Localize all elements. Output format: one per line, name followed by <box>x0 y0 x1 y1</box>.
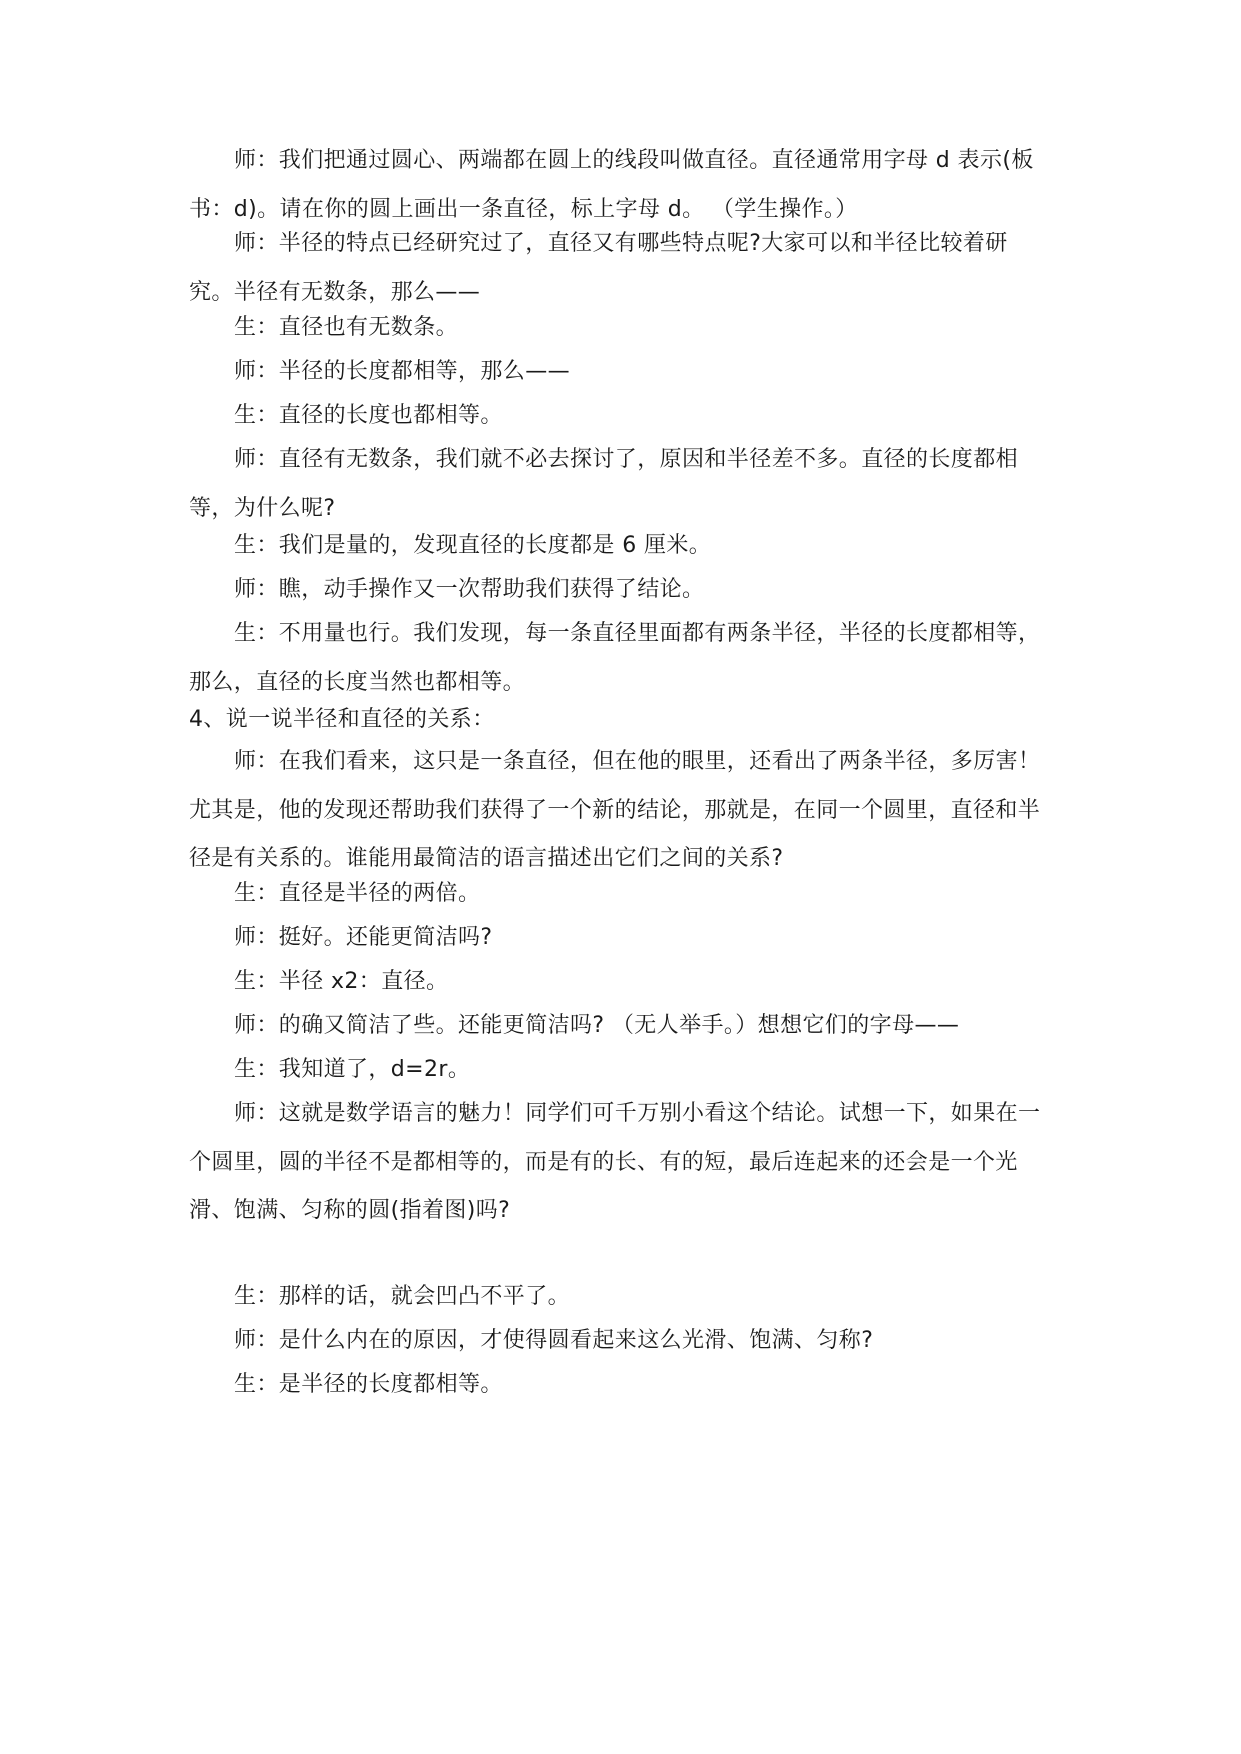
section-heading: 4、说一说半径和直径的关系： <box>189 707 495 732</box>
dialogue-paragraph: 师：半径的特点已经研究过了，直径又有哪些特点呢?大家可以和半径比较着研究。半径有无数条，那么—— <box>189 231 1008 305</box>
dialogue-paragraph: 师：在我们看来，这只是一条直径，但在他的眼里，还看出了两条半径，多厉害！尤其是，他的发现还帮助我们获得了一个新的结论，那就是，在同一个圆里，直径和半径是有关系的。谁能用最简洁的语言描述出它们之间的关系? <box>189 749 1041 871</box>
dialogue-paragraph: 师：半径的长度都相等，那么—— <box>234 359 571 384</box>
dialogue-paragraph: 师：直径有无数条，我们就不必去探讨了，原因和半径差不多。直径的长度都相等，为什么呢? <box>189 447 1019 521</box>
dialogue-paragraph: 生：我们是量的，发现直径的长度都是 6 厘米。 <box>234 533 712 558</box>
dialogue-paragraph: 生：半径 x2：直径。 <box>234 969 449 994</box>
dialogue-paragraph: 生：是半径的长度都相等。 <box>234 1372 503 1397</box>
dialogue-paragraph: 生：直径是半径的两倍。 <box>234 881 481 906</box>
dialogue-paragraph: 生：不用量也行。我们发现，每一条直径里面都有两条半径，半径的长度都相等，那么，直径的长度当然也都相等。 <box>189 621 1041 695</box>
dialogue-paragraph: 师：我们把通过圆心、两端都在圆上的线段叫做直径。直径通常用字母 d 表示(板书：d)。请在你的圆上画出一条直径，标上字母 d。 （学生操作。） <box>189 148 1034 222</box>
dialogue-paragraph: 生：直径也有无数条。 <box>234 315 459 340</box>
dialogue-paragraph: 生：直径的长度也都相等。 <box>234 403 503 428</box>
dialogue-paragraph: 师：这就是数学语言的魅力！同学们可千万别小看这个结论。试想一下，如果在一个圆里，圆的半径不是都相等的，而是有的长、有的短，最后连起来的还会是一个光滑、饱满、匀称的圆(指着图)吗? <box>189 1101 1041 1223</box>
dialogue-paragraph: 师：是什么内在的原因，才使得圆看起来这么光滑、饱满、匀称? <box>234 1328 874 1353</box>
dialogue-paragraph: 师：的确又简洁了些。还能更简洁吗? （无人举手。）想想它们的字母—— <box>234 1013 960 1038</box>
dialogue-paragraph: 生：那样的话，就会凹凸不平了。 <box>234 1284 571 1309</box>
dialogue-paragraph: 生：我知道了，d=2r。 <box>234 1057 471 1082</box>
dialogue-paragraph: 师：瞧，动手操作又一次帮助我们获得了结论。 <box>234 577 705 602</box>
dialogue-paragraph: 师：挺好。还能更简洁吗? <box>234 925 493 950</box>
